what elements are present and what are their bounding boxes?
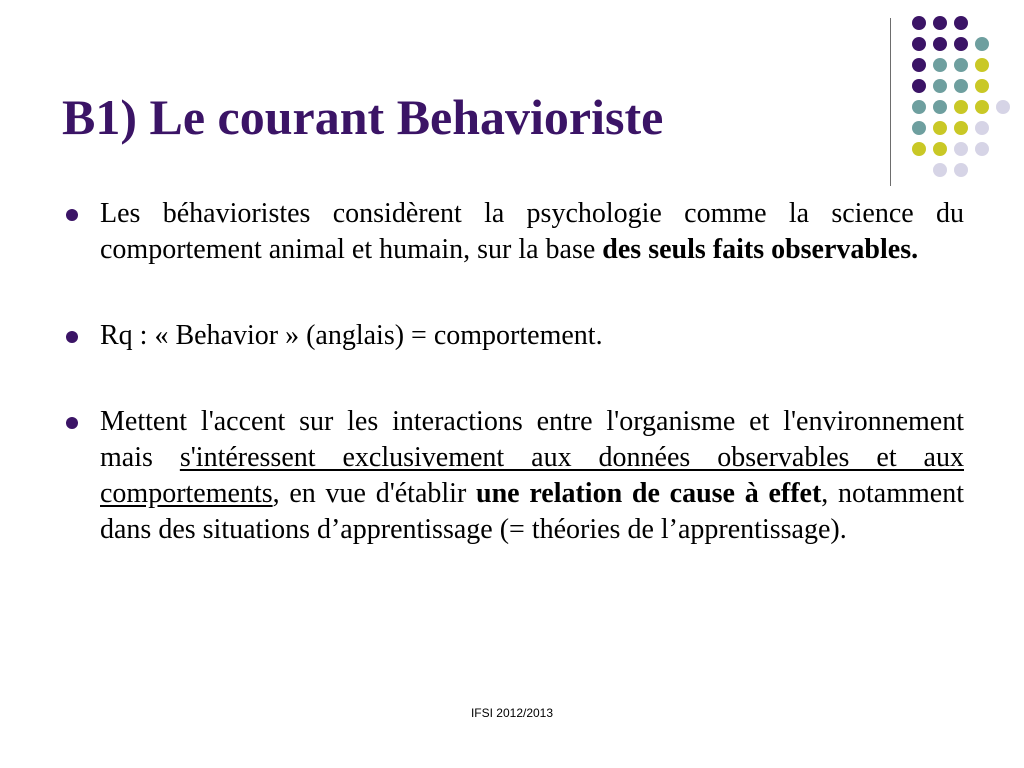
bullet-dot-icon [66,331,78,343]
decorative-dot [954,121,968,135]
bullet-item [62,404,964,548]
vertical-divider [890,18,891,186]
decorative-dot [975,142,989,156]
decorative-dot [933,121,947,135]
decorative-dot [912,16,926,30]
bullet-text: Mettent l'accent sur les interactions entre l'organisme et l'environnement mais [100,406,964,473]
bullet-text: , en vue d'établir [272,478,477,509]
decorative-dot [912,100,926,114]
bullet-text-bold: des seuls faits observables. [602,234,919,265]
decorative-dot [954,37,968,51]
decorative-dot [912,79,926,93]
bullet-dot-icon [66,417,78,429]
decorative-dot [912,121,926,135]
slide-title: B1) Le courant Behavioriste [62,89,664,145]
decorative-dot [954,163,968,177]
bullet-dot-icon [66,209,78,221]
slide-body [62,196,964,548]
decorative-dot [912,142,926,156]
decorative-dot [912,58,926,72]
decorative-dot [975,100,989,114]
decorative-dot [933,16,947,30]
slide-footer: IFSI 2012/2013 [470,706,554,720]
bullet-text: Rq : « Behavior » (anglais) = comportement. [100,320,603,351]
decorative-dot [975,79,989,93]
decorative-dot [933,37,947,51]
decorative-dot [975,37,989,51]
decorative-dot [933,79,947,93]
decorative-dot [933,163,947,177]
bullet-item [62,318,964,354]
decorative-dot [975,121,989,135]
decorative-dot [933,58,947,72]
decorative-dot [912,37,926,51]
decorative-dot [954,58,968,72]
decorative-dot [975,58,989,72]
bullet-text-bold: une relation de cause à effet [476,478,822,509]
bullet-text: , notamment dans des situations d’apprentissage (= théories de l’apprentissage). [100,478,964,545]
bullet-text: Les béhavioristes considèrent la psychologie comme la science du comportement animal et humain, sur la base [100,198,964,265]
decorative-dot [996,100,1010,114]
decorative-dot [954,16,968,30]
bullet-text-underlined: s'intéressent exclusivement aux données observables et aux comportements [100,442,964,509]
decorative-dot [954,142,968,156]
decorative-dot [933,100,947,114]
decorative-dot [954,79,968,93]
decorative-dot [933,142,947,156]
decorative-dot [954,100,968,114]
bullet-item [62,196,964,268]
